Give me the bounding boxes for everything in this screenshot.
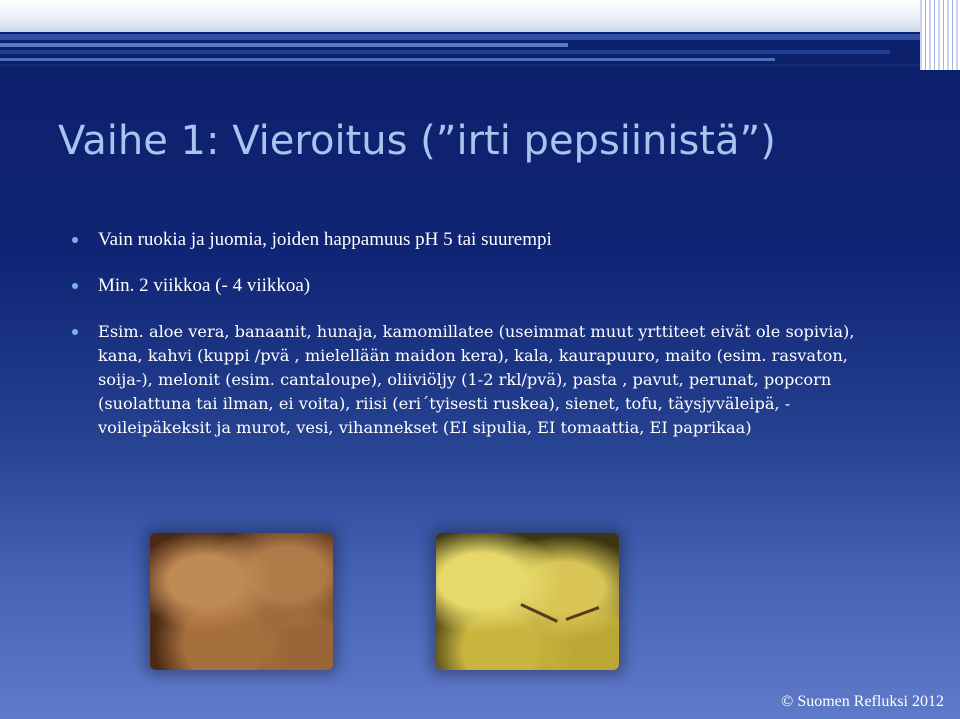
pear-stem: [520, 603, 558, 623]
decoration-stripe: [0, 64, 960, 67]
decoration-stripe: [0, 58, 775, 61]
copyright-footer: © Suomen Refluksi 2012: [781, 693, 944, 710]
potatoes-photo: [150, 533, 333, 670]
pear-stem: [565, 606, 599, 621]
decoration-stripe: [0, 50, 890, 54]
slide-title: Vaihe 1: Vieroitus (”irti pepsiinistä”): [58, 118, 776, 164]
bullet-item: Vain ruokia ja juomia, joiden happamuus pH 5 tai suurempi: [70, 228, 900, 252]
pears-photo: [436, 533, 619, 670]
top-decoration-band: [0, 0, 960, 32]
bullet-item: Esim. aloe vera, banaanit, hunaja, kamomillatee (useimmat muut yrttiteet eivät ole sopivia), kana, kahvi (kuppi /pvä , mielellään maidon kera), kala, kaurapuuro, maito (esim. rasvaton, soija-), melonit (esim. cantaloupe), oliiviöljy (1-2 rkl/pvä), pasta , pavut, perunat, popcorn (suolattuna tai ilman, ei voita), riisi (eri´tyisesti ruskea), sienet, tofu, täysjyväleipä, - voileipäkeksit ja murot, vesi, vihannekset (EI sipulia, EI tomaattia, EI paprikaa): [70, 320, 900, 440]
bullet-list: [70, 228, 900, 440]
decoration-stripe: [0, 34, 960, 40]
corner-stripes-decoration: [920, 0, 960, 70]
bullet-item: Min. 2 viikkoa (- 4 viikkoa): [70, 274, 900, 298]
decoration-stripe: [0, 43, 568, 47]
